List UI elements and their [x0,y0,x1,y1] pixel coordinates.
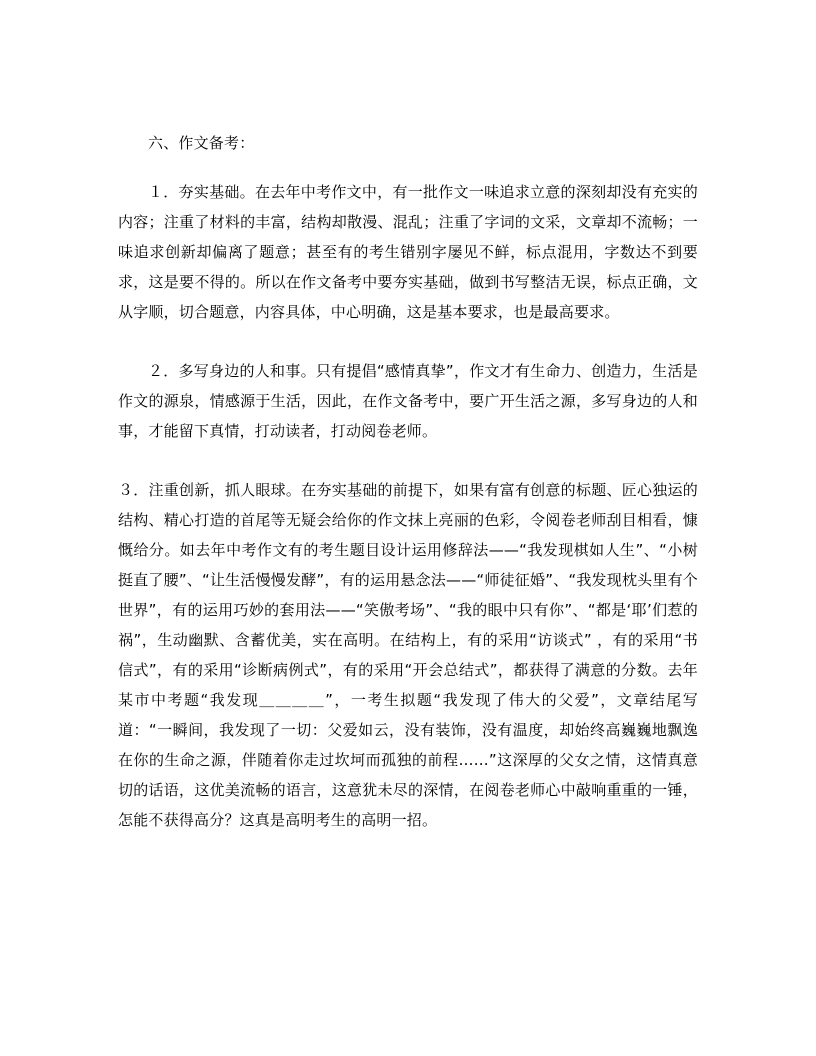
paragraph-3: ３．注重创新，抓人眼球。在夯实基础的前提下，如果有富有创意的标题、匠心独运的结构、精心打造的首尾等无疑会给你的作文抹上亮丽的色彩，令阅卷老师刮目相看，慷慨给分。如去年中考作文有的考生题目设计运用修辞法——“我发现棋如人生”、“小树挺直了腰”、“让生活慢慢发酵”，有的运用悬念法——“师徒征婚”、“我发现枕头里有个世界”，有的运用巧妙的套用法——“笑傲考场”、“我的眼中只有你”、“都是‘耶’们惹的祸”，生动幽默、含蓄优美，实在高明。在结构上，有的采用“访谈式” ，有的采用“书信式”，有的采用“诊断病例式”，有的采用“开会总结式”，都获得了满意的分数。去年某市中考题“我发现＿＿＿＿”，一考生拟题“我发现了伟大的父爱”，文章结尾写道：“一瞬间，我发现了一切：父爱如云，没有装饰，没有温度，却始终高巍巍地飘逸在你的生命之源，伴随着你走过坎坷而孤独的前程……”这深厚的父女之情，这情真意切的话语，这优美流畅的语言，这意犹未尽的深情，在阅卷老师心中敲响重重的一锤，怎能不获得高分？这真是高明考生的高明一招。 [118,481,698,829]
paragraph-1: １．夯实基础。在去年中考作文中，有一批作文一味追求立意的深刻却没有充实的内容；注重了材料的丰富，结构却散漫、混乱；注重了字词的文采，文章却不流畅；一味追求创新却偏离了题意；甚至有的考生错别字屡见不鲜，标点混用，字数达不到要求，这是要不得的。所以在作文备考中要夯实基础，做到书写整洁无误，标点正确，文从字顺，切合题意，内容具体，中心明确，这是基本要求，也是最高要求。 [118,183,698,321]
document-body [118,128,698,835]
section-heading: 六、作文备考： [148,134,255,152]
paragraph-2: ２．多写身边的人和事。只有提倡“感情真挚”，作文才有生命力、创造力，生活是作文的源泉，情感源于生活，因此，在作文备考中，要广开生活之源，多写身边的人和事，才能留下真情，打动读者，打动阅卷老师。 [118,362,698,440]
